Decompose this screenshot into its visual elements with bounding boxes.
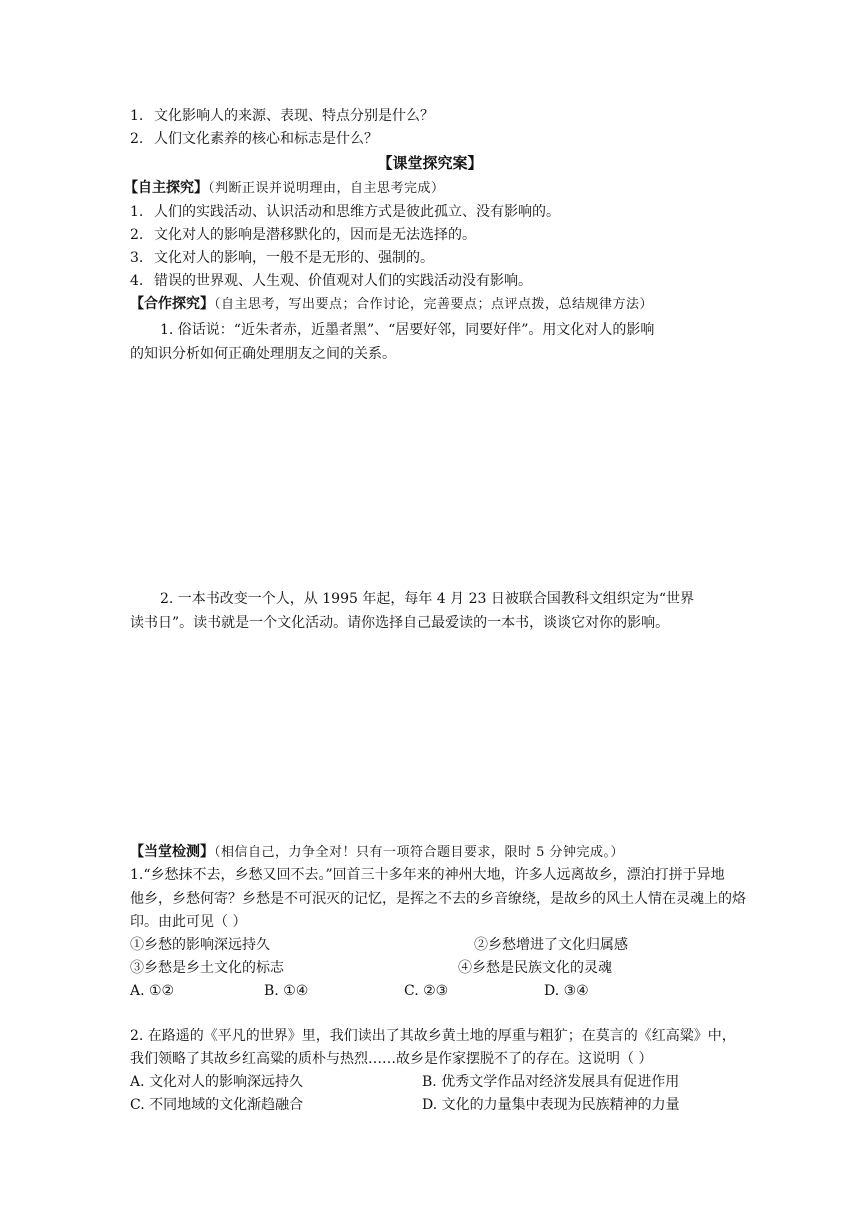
test-label: 【当堂检测】	[130, 844, 214, 860]
self-explore-item-3	[130, 248, 434, 268]
question-number: 1.	[130, 108, 144, 124]
coop-question-2-line-1: 2. 一本书改变一个人，从 1995 年起，每年 4 月 23 日被联合国教科文组织定为“世界	[160, 591, 695, 607]
question-number: 2.	[130, 131, 144, 147]
item-text: 文化对人的影响是潜移默化的，因而是无法选择的。	[154, 227, 476, 243]
test-q2-line-1: 2. 在路遥的《平凡的世界》里，我们读出了其故乡黄土地的厚重与粗犷；在莫言的《红高粱》中，	[130, 1028, 736, 1044]
self-explore-item-4	[130, 271, 532, 291]
question-text: 文化影响人的来源、表现、特点分别是什么？	[154, 108, 434, 124]
item-text: 文化对人的影响，一般不是无形的、强制的。	[154, 250, 434, 266]
test-q1-choice-c: C. ②③	[404, 983, 449, 999]
item-number: 4.	[130, 273, 144, 289]
intro-question-2	[130, 129, 378, 149]
coop-question-1-line-2: 的知识分析如何正确处理朋友之间的关系。	[130, 346, 396, 362]
test-q1-line-3: 印。由此可见（ ）	[130, 914, 247, 930]
coop-explore-label: 【合作探究】	[130, 296, 214, 312]
self-explore-item-2	[130, 225, 476, 245]
test-q1-line-2: 他乡，乡愁何寄？乡愁是不可泯灭的记忆，是挥之不去的乡音缭绕，是故乡的风土人情在灵魂上的烙	[130, 891, 746, 907]
self-explore-label: 【自主探究】	[124, 180, 208, 196]
coop-question-2-line-2: 读书日”。读书就是一个文化活动。请你选择自己最爱读的一本书，谈谈它对你的影响。	[130, 615, 670, 631]
test-q2-choice-b: B. 优秀文学作品对经济发展具有促进作用	[422, 1074, 680, 1090]
coop-explore-hint: （自主思考，写出要点；合作讨论，完善要点；点评点拨，总结规律方法）	[214, 297, 654, 312]
test-q2-choice-c: C. 不同地域的文化渐趋融合	[130, 1097, 304, 1113]
test-header	[130, 842, 624, 863]
self-explore-item-1	[130, 202, 560, 222]
test-q1-option-1: ①乡愁的影响深远持久	[130, 937, 270, 953]
item-text: 人们的实践活动、认识活动和思维方式是彼此孤立、没有影响的。	[154, 204, 560, 220]
test-q1-choice-b: B. ①④	[264, 983, 309, 999]
test-q2-choice-a: A. 文化对人的影响深远持久	[130, 1074, 304, 1090]
test-q1-choice-a: A. ①②	[130, 983, 175, 999]
test-q1-option-2: ②乡愁增进了文化归属感	[474, 937, 628, 953]
item-number: 3.	[130, 250, 144, 266]
question-text: 人们文化素养的核心和标志是什么？	[154, 131, 378, 147]
item-number: 2.	[130, 227, 144, 243]
test-q1-option-3: ③乡愁是乡土文化的标志	[130, 960, 284, 976]
test-q2-line-2: 我们领略了其故乡红高粱的质朴与热烈……故乡是作家摆脱不了的存在。这说明（ ）	[130, 1051, 653, 1067]
item-number: 1.	[130, 204, 144, 220]
classroom-section-title: 【课堂探究案】	[377, 154, 483, 172]
intro-question-1	[130, 106, 434, 126]
test-q1-choice-d: D. ③④	[544, 983, 589, 999]
self-explore-hint: （判断正误并说明理由，自主思考完成）	[208, 181, 445, 196]
test-q1-option-4: ④乡愁是民族文化的灵魂	[458, 960, 612, 976]
test-q1-line-1: 1.“乡愁抹不去，乡愁又回不去。”回首三十多年来的神州大地，许多人远离故乡，漂泊打拼于异地	[130, 867, 725, 883]
item-text: 错误的世界观、人生观、价值观对人们的实践活动没有影响。	[154, 273, 532, 289]
test-q2-choice-d: D. 文化的力量集中表现为民族精神的力量	[422, 1097, 680, 1113]
test-hint: （相信自己，力争全对！只有一项符合题目要求，限时 5 分钟完成。）	[214, 845, 625, 860]
self-explore-header	[124, 178, 445, 199]
coop-question-1-line-1: 1. 俗话说：“近朱者赤，近墨者黑”、“居要好邻，同要好伴”。用文化对人的影响	[160, 322, 655, 338]
coop-explore-header	[130, 294, 653, 315]
